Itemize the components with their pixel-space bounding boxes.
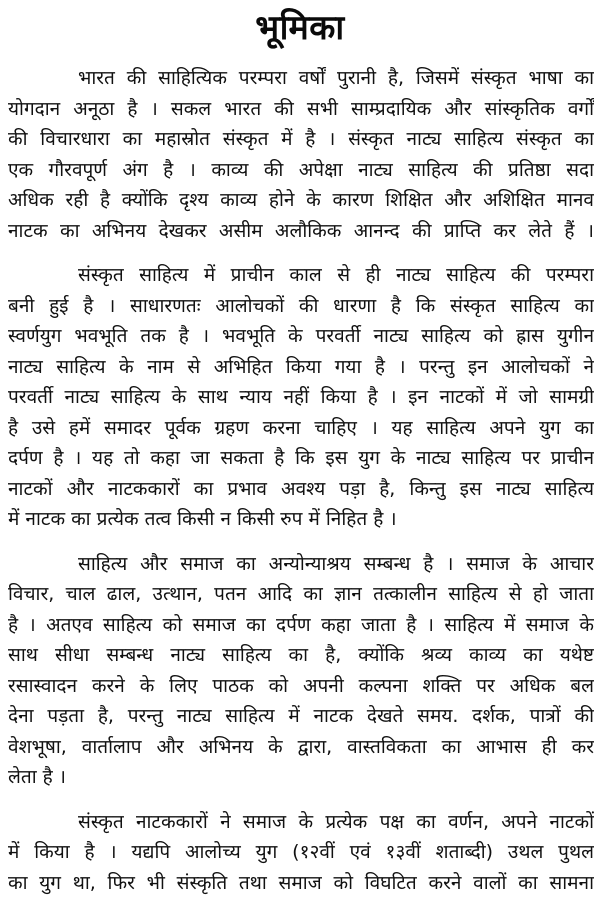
paragraph-2 [8,260,594,535]
text-line: अधिक रही है क्योंकि दृश्य काव्य होने के कारण शिक्षित और अशिक्षित मानव [8,189,594,211]
text-line: है । अतएव साहित्य को समाज का दर्पण कहा जाता है । साहित्य में समाज के [8,613,594,636]
text-line: लेता है । [8,766,67,788]
text-line: स्वर्णयुग भवभूति तक है । भवभूति के परवर्ती नाट्य साहित्य को ह्रास युगीन [8,325,594,347]
text-line: में किया है । यद्यपि आलोच्य युग (१२वीं एवं १३वीं शताब्दी) उथल पुथल [8,841,594,863]
text-line: योगदान अनूठा है । सकल भारत की सभी साम्प्रदायिक और सांस्कृतिक वर्गों [8,97,594,120]
page-title: भूमिका [255,8,345,48]
text-line: विचार, चाल ढाल, उत्थान, पतन आदि का ज्ञान तत्कालीन साहित्य से हो जाता [8,583,594,605]
text-line: दर्पण है । यह तो कहा जा सकता है कि इस युग के नाट्य साहित्य पर प्राचीन [8,447,594,469]
text-line: संस्कृत नाटककारों ने समाज के प्रत्येक पक्ष का वर्णन, अपने नाटकों [78,810,594,833]
body-text [8,63,594,912]
text-line: एक गौरवपूर्ण अंग है । काव्य की अपेक्षा नाट्य साहित्य की प्रतिष्ठा सदा [8,158,594,181]
text-line: देना पड़ता है, परन्तु नाट्य साहित्य में नाटक देखते समय. दर्शक, पात्रों की [8,705,594,727]
paragraph-1 [8,63,594,246]
text-line: साथ सीधा सम्बन्ध नाट्य साहित्य का है, क्योंकि श्रव्य काव्य का यथेष्ट [8,644,594,666]
text-line: वेशभूषा, वार्तालाप और अभिनय के द्वारा, वास्तविकता का आभास ही कर [8,735,594,758]
text-line: में नाटक का प्रत्येक तत्व किसी न किसी रुप में निहित है । [8,508,397,530]
text-line: संस्कृत साहित्य में प्राचीन काल से ही नाट्य साहित्य की परम्परा [78,264,594,286]
text-line: साहित्य और समाज का अन्योन्याश्रय सम्बन्ध है । समाज के आचार [78,552,594,575]
text-line: नाटक का अभिनय देखकर असीम अलौकिक आनन्द की प्राप्ति कर लेते हैं । [8,219,594,242]
paragraph-3 [8,549,594,793]
text-line: परवर्ती नाट्य साहित्य के साथ न्याय नहीं किया है । इन नाटकों में जो सामग्री [8,386,594,408]
text-line: भारत की साहित्यिक परम्परा वर्षों पुरानी है, जिसमें संस्कृत भाषा का [78,67,594,89]
text-line: की विचारधारा का महास्रोत संस्कृत में है । संस्कृत नाट्य साहित्य संस्कृत का [8,128,594,150]
text-line: का युग था, फिर भी संस्कृति तथा समाज को विघटित करने वालों का सामना [8,871,594,894]
text-line: है उसे हमें समादर पूर्वक ग्रहण करना चाहिए । यह साहित्य अपने युग का [8,416,594,439]
text-line: बनी हुई है । साधारणतः आलोचकों की धारणा है कि संस्कृत साहित्य का [8,294,594,317]
paragraph-4 [8,807,594,899]
text-line: नाटकों और नाटककारों का प्रभाव अवश्य पड़ा है, किन्तु इस नाट्य साहित्य [8,477,594,500]
text-line: रसास्वादन करने के लिए पाठक को अपनी कल्पना शक्ति पर अधिक बल [8,674,594,697]
text-line: नाट्य साहित्य के नाम से अभिहित किया गया है । परन्तु इन आलोचकों ने [8,355,594,378]
